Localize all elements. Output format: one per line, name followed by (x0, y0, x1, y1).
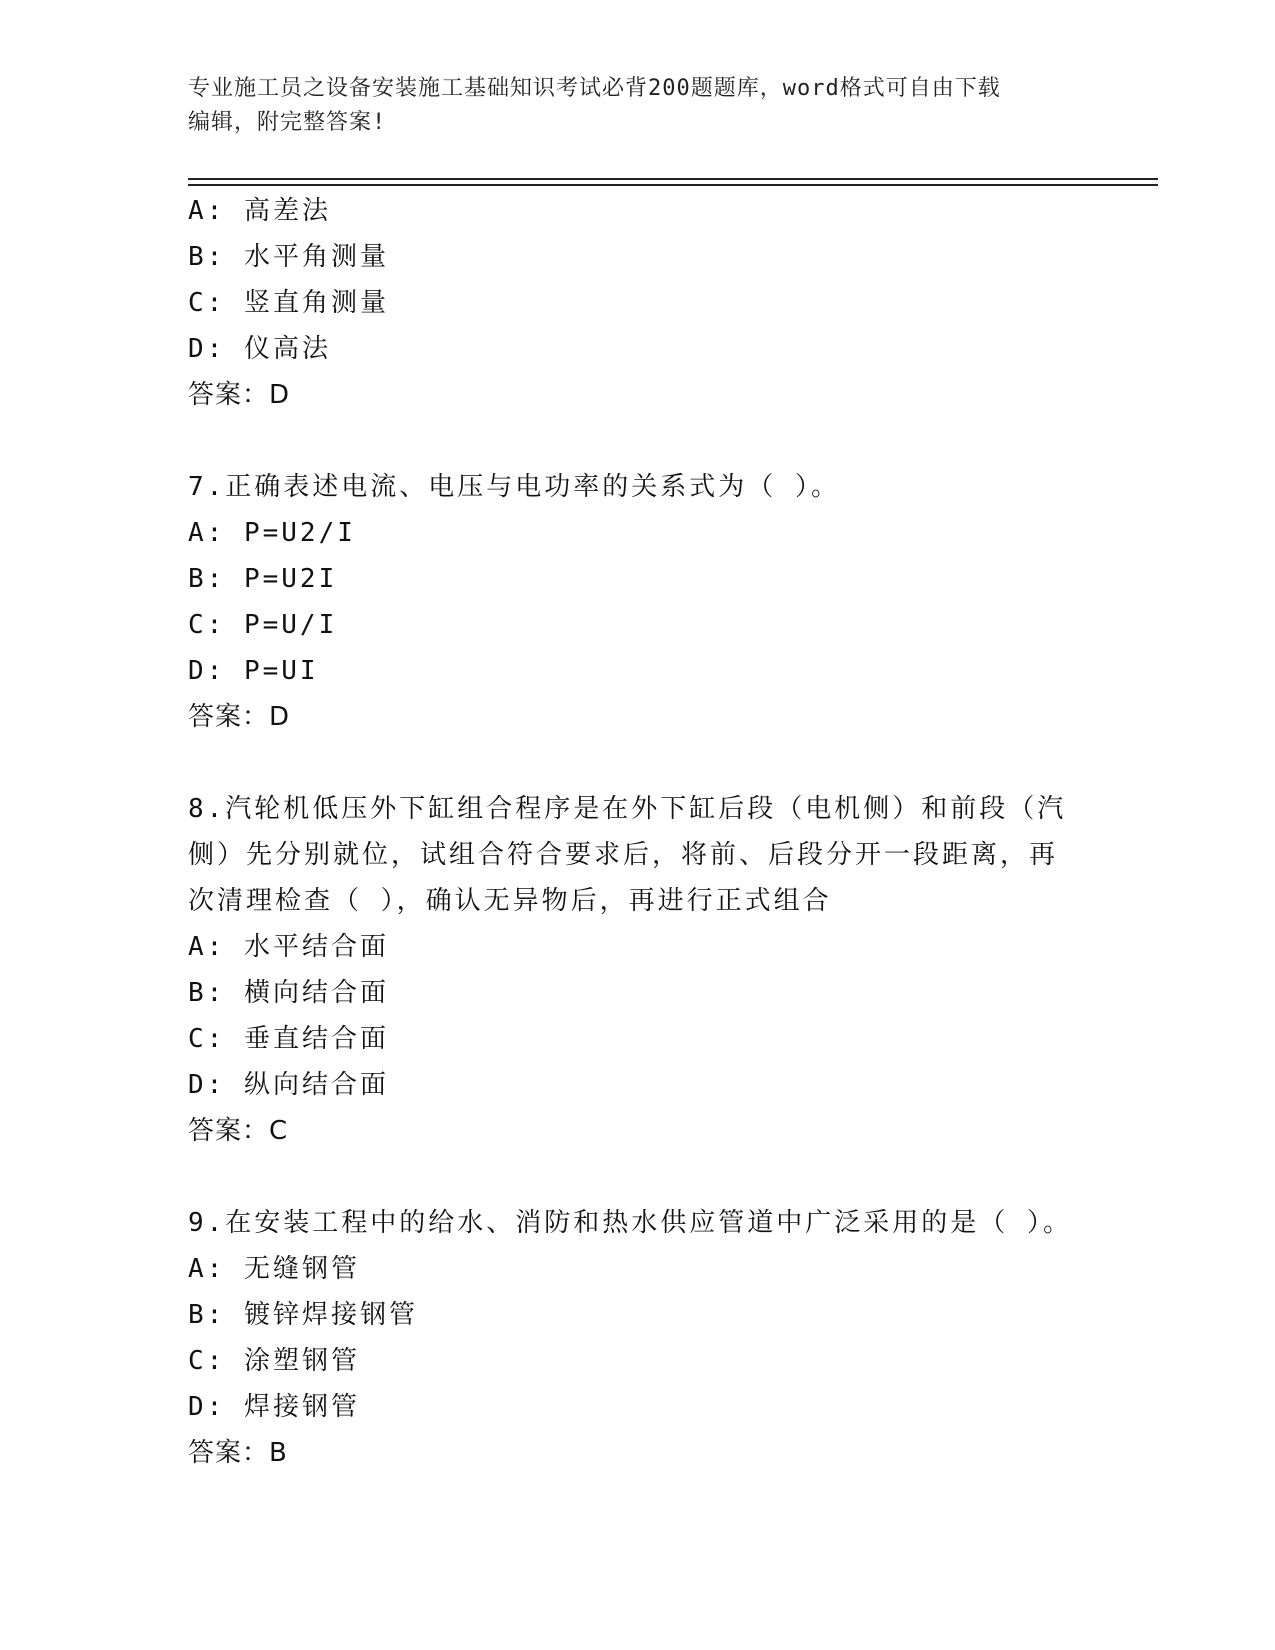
question-7 (188, 464, 1088, 740)
spacer (188, 740, 1088, 786)
option-a: A: 无缝钢管 (188, 1254, 360, 1284)
header-line-2: 编辑，附完整答案! (188, 110, 387, 135)
spacer (188, 1154, 1088, 1200)
option-c: C: P=U/I (188, 610, 338, 640)
question-6 (188, 188, 1088, 418)
spacer (188, 418, 1088, 464)
option-a: A: P=U2/I (188, 518, 356, 548)
question-stem: 7.正确表述电流、电压与电功率的关系式为（ ）。 (188, 472, 840, 502)
header-divider-top (188, 178, 1158, 180)
option-d: D: P=UI (188, 656, 319, 686)
option-b: B: 镀锌焊接钢管 (188, 1300, 418, 1330)
question-8 (188, 786, 1088, 1154)
option-d: D: 仪高法 (188, 334, 331, 364)
option-d: D: 焊接钢管 (188, 1392, 360, 1422)
option-c: C: 竖直角测量 (188, 288, 389, 318)
question-stem-line-1: 8.汽轮机低压外下缸组合程序是在外下缸后段（电机侧）和前段（汽 (188, 794, 1067, 824)
question-stem: 9.在安装工程中的给水、消防和热水供应管道中广泛采用的是（ ）。 (188, 1208, 1072, 1238)
question-stem-line-3: 次清理检查（ ），确认无异物后，再进行正式组合 (188, 886, 832, 916)
option-a: A: 高差法 (188, 196, 331, 226)
answer: 答案：D (188, 702, 291, 732)
option-c: C: 垂直结合面 (188, 1024, 389, 1054)
question-9 (188, 1200, 1088, 1476)
header-divider-bottom (188, 184, 1158, 186)
question-list (188, 188, 1088, 1476)
question-stem-line-2: 侧）先分别就位，试组合符合要求后，将前、后段分开一段距离，再 (188, 840, 1059, 870)
option-b: B: P=U2I (188, 564, 338, 594)
answer: 答案：C (188, 1116, 289, 1146)
option-c: C: 涂塑钢管 (188, 1346, 360, 1376)
document-header (188, 72, 1088, 140)
option-b: B: 横向结合面 (188, 978, 389, 1008)
header-line-1: 专业施工员之设备安装施工基础知识考试必背200题题库，word格式可自由下载 (188, 76, 1001, 101)
answer: 答案：D (188, 380, 291, 410)
option-a: A: 水平结合面 (188, 932, 389, 962)
answer: 答案：B (188, 1438, 288, 1468)
option-b: B: 水平角测量 (188, 242, 389, 272)
option-d: D: 纵向结合面 (188, 1070, 389, 1100)
